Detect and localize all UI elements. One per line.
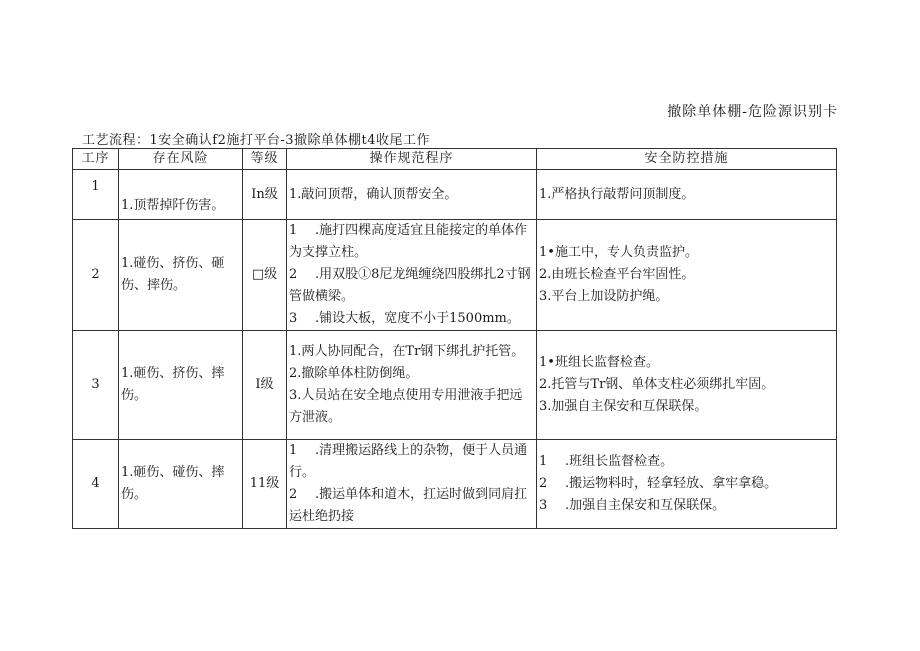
grade-cell: I级	[243, 331, 287, 440]
grade-cell: In级	[243, 170, 287, 220]
step-cell: 1	[73, 170, 119, 220]
item-number: 2	[289, 487, 298, 502]
risk-cell: 1.碰伤、挤伤、砸伤、摔伤。	[119, 220, 243, 331]
procedure-line: 2.撤除单体柱防倒绳。	[289, 366, 419, 381]
measure-line: 3.加强自主保安和互保联保。	[539, 399, 708, 414]
item-text: .施打四棵高度适宜且能接定的单体作为支撑立柱。	[289, 223, 528, 260]
step-cell: 4	[73, 440, 119, 529]
procedure-cell	[287, 331, 537, 440]
measures-cell	[537, 440, 837, 529]
item-text: .加强自主保安和互保联保。	[565, 498, 726, 513]
item-text: .搬运单体和道木，扛运时做到同肩扛运杜绝扔接	[289, 487, 528, 524]
procedure-line: 1.两人协同配合，在Tr钢下绑扎护托管。	[289, 344, 525, 359]
measure-line	[539, 451, 834, 473]
table-row	[73, 170, 837, 220]
grade-cell: □级	[243, 220, 287, 331]
procedure-line	[289, 484, 534, 528]
procedure-line	[289, 264, 534, 308]
measures-cell	[537, 170, 837, 220]
hazard-table	[72, 148, 837, 529]
process-flow: 工艺流程：1安全确认f2施打平台-3撤除单体棚t4收尾工作	[82, 133, 431, 148]
item-number: 2	[289, 267, 298, 282]
procedure-cell	[287, 220, 537, 331]
measure-line	[539, 473, 834, 495]
step-cell: 3	[73, 331, 119, 440]
procedure-cell	[287, 170, 537, 220]
item-text: .搬运物料时，轻拿轻放、拿牢拿稳。	[565, 476, 778, 491]
item-text: .铺设大板，宽度不小于1500mm。	[315, 311, 520, 326]
measure-line: 1•班组长监督检查。	[539, 355, 659, 370]
table-row	[73, 331, 837, 440]
item-number: 1	[539, 454, 548, 469]
measure-line: 2.托管与Tr钢、单体支柱必须绑扎牢固。	[539, 377, 775, 392]
measures-cell	[537, 331, 837, 440]
procedure-line	[289, 440, 534, 484]
item-number: 2	[539, 476, 548, 491]
grade-cell: 11级	[243, 440, 287, 529]
procedure-cell	[287, 440, 537, 529]
header-step: 工序	[73, 149, 119, 170]
item-number: 3	[539, 498, 548, 513]
risk-cell: 1.砸伤、碰伤、摔伤。	[119, 440, 243, 529]
procedure-line: 1.敲问顶帮，确认顶帮安全。	[289, 186, 458, 202]
risk-cell: 1.顶帮掉阡伤害。	[119, 170, 243, 220]
table-row	[73, 440, 837, 529]
item-number: 1	[289, 443, 298, 458]
measure-line: 2.由班长检查平台牢固性。	[539, 267, 695, 282]
item-number: 3	[289, 311, 298, 326]
header-row	[73, 149, 837, 170]
item-text: .清理搬运路线上的杂物，便于人员通行。	[289, 443, 528, 480]
measure-line: 3.平台上加设防护绳。	[539, 289, 669, 304]
measure-line: 1•施工中，专人负责监护。	[539, 245, 698, 260]
header-measures: 安全防控措施	[537, 149, 837, 170]
item-text: .班组长监督检查。	[565, 454, 674, 469]
procedure-line	[289, 308, 534, 330]
measure-line: 1.严格执行敲帮问顶制度。	[539, 186, 695, 202]
table-row	[73, 220, 837, 331]
item-number: 1	[289, 223, 298, 238]
measure-line	[539, 495, 834, 517]
procedure-line	[289, 220, 534, 264]
item-text: .用双股①8尼龙绳缠绕四股绑扎2寸钢管做横梁。	[289, 267, 531, 304]
procedure-line: 3.人员站在安全地点使用专用泄液手把远方泄液。	[289, 388, 523, 425]
header-procedure: 操作规范程序	[287, 149, 537, 170]
measures-cell	[537, 220, 837, 331]
step-cell: 2	[73, 220, 119, 331]
risk-cell: 1.砸伤、挤伤、摔伤。	[119, 331, 243, 440]
header-grade: 等级	[243, 149, 287, 170]
header-risk: 存在风险	[119, 149, 243, 170]
card-title: 撤除单体棚-危险源识别卡	[667, 104, 838, 120]
